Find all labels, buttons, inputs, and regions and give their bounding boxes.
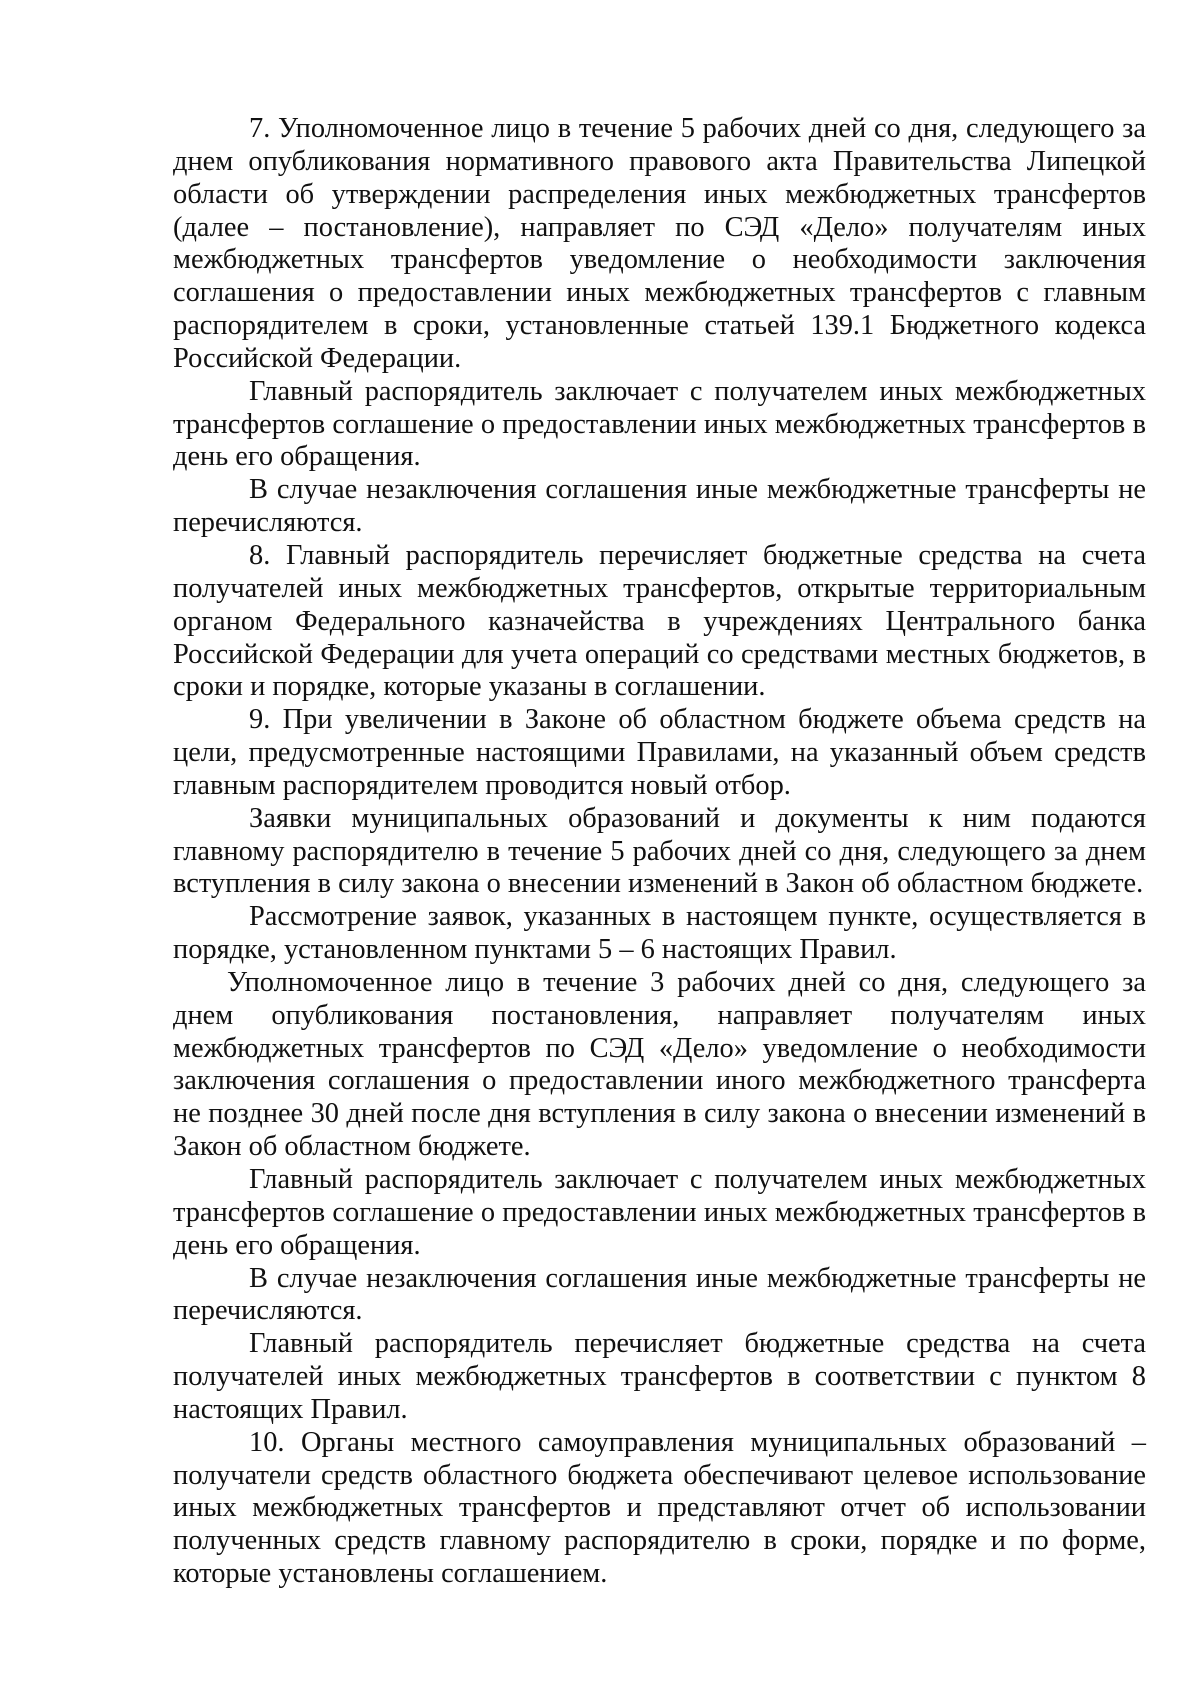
paragraph-item-7: 7. Уполномоченное лицо в течение 5 рабочих дней со дня, следующего за днем опубликования нормативного правового акта Правительства Липецкой области об утверждении распределения иных межбюджетных трансфертов (далее – постановление), направляет по СЭД «Дело» получателям иных межбюджетных трансфертов уведомление о необходимости заключения соглашения о предоставлении иных межбюджетных трансфертов с главным распорядителем в сроки, установленные статьей 139.1 Бюджетного кодекса Российской Федерации. — [173, 113, 1146, 374]
paragraph-item-9: 9. При увеличении в Законе об областном бюджете объема средств на цели, предусмотренные настоящими Правилами, на указанный объем средств главным распорядителем проводится новый отбор. — [173, 704, 1146, 801]
paragraph-item-10: 10. Органы местного самоуправления муниципальных образований – получатели средств областного бюджета обеспечивают целевое использование иных межбюджетных трансфертов и представляют отчет об использовании полученных средств главному распорядителю в сроки, порядке и по форме, которые установлены соглашением. — [173, 1426, 1146, 1590]
paragraph-authorized-person: Уполномоченное лицо в течение 3 рабочих дней со дня, следующего за днем опубликования постановления, направляет получателям иных межбюджетных трансфертов по СЭД «Дело» уведомление о необходимости заключения соглашения о предоставлении иного межбюджетного трансферта не позднее 30 дней после дня вступления в силу закона о внесении изменений в Закон об областном бюджете. — [173, 966, 1146, 1163]
paragraph-no-agreement-2: В случае незаключения соглашения иные межбюджетные трансферты не перечисляются. — [173, 1262, 1146, 1327]
paragraph-review: Рассмотрение заявок, указанных в настоящем пункте, осуществляется в порядке, установленном пунктами 5 – 6 настоящих Правил. — [173, 901, 1146, 966]
paragraph-applications: Заявки муниципальных образований и документы к ним подаются главному распорядителю в течение 5 рабочих дней со дня, следующего за днем вступления в силу закона о внесении изменений в Закон об областном бюджете. — [173, 802, 1146, 900]
paragraph-transfer-funds: Главный распорядитель перечисляет бюджетные средства на счета получателей иных межбюджетных трансфертов в соответствии с пунктом 8 настоящих Правил. — [173, 1328, 1146, 1425]
paragraph-agreement-conclusion-2: Главный распорядитель заключает с получателем иных межбюджетных трансфертов соглашение о предоставлении иных межбюджетных трансфертов в день его обращения. — [173, 1164, 1146, 1261]
document-page — [173, 113, 1146, 1591]
paragraph-no-agreement: В случае незаключения соглашения иные межбюджетные трансферты не перечисляются. — [173, 474, 1146, 539]
paragraph-agreement-conclusion: Главный распорядитель заключает с получателем иных межбюджетных трансфертов соглашение о предоставлении иных межбюджетных трансфертов в день его обращения. — [173, 375, 1146, 473]
paragraph-item-8: 8. Главный распорядитель перечисляет бюджетные средства на счета получателей иных межбюджетных трансфертов, открытые территориальным органом Федерального казначейства в учреждениях Центрального банка Российской Федерации для учета операций со средствами местных бюджетов, в сроки и порядке, которые указаны в соглашении. — [173, 539, 1146, 703]
